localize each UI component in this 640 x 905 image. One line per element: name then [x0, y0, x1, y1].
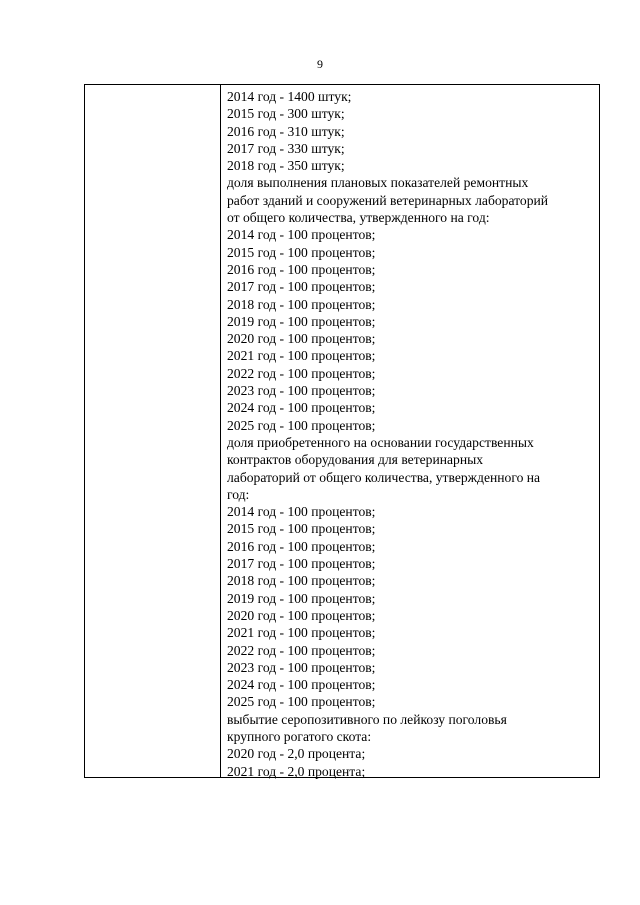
text-line: 2025 год - 100 процентов; — [227, 417, 376, 433]
text-line: год: — [227, 486, 250, 502]
table-left-cell — [85, 85, 221, 777]
text-line: 2016 год - 310 штук; — [227, 123, 345, 139]
text-line: 2024 год - 100 процентов; — [227, 677, 376, 693]
text-line: 2017 год - 100 процентов; — [227, 556, 376, 572]
page-number: 9 — [317, 57, 323, 71]
text-line: выбытие серопозитивного по лейкозу поголовья — [227, 711, 507, 727]
text-line: 2015 год - 100 процентов; — [227, 244, 376, 260]
text-line: 2018 год - 100 процентов; — [227, 573, 376, 589]
text-line: 2014 год - 100 процентов; — [227, 227, 376, 243]
text-line: 2019 год - 100 процентов; — [227, 313, 376, 329]
text-line: 2018 год - 100 процентов; — [227, 296, 376, 312]
text-line: от общего количества, утвержденного на год: — [227, 210, 490, 226]
text-line: 2021 год - 100 процентов; — [227, 625, 376, 641]
text-line: 2014 год - 100 процентов; — [227, 504, 376, 520]
text-line: доля приобретенного на основании государственных — [227, 434, 534, 450]
content-table — [84, 84, 600, 778]
text-line: лабораторий от общего количества, утвержденного на — [227, 469, 541, 485]
text-line: 2017 год - 100 процентов; — [227, 279, 376, 295]
text-line: 2015 год - 300 штук; — [227, 106, 345, 122]
text-line: 2020 год - 100 процентов; — [227, 331, 376, 347]
text-line: 2017 год - 330 штук; — [227, 140, 345, 156]
text-line: контрактов оборудования для ветеринарных — [227, 452, 484, 468]
text-line: 2023 год - 100 процентов; — [227, 383, 376, 399]
text-line: 2024 год - 100 процентов; — [227, 400, 376, 416]
text-line: доля выполнения плановых показателей ремонтных — [227, 175, 529, 191]
text-line: 2023 год - 100 процентов; — [227, 659, 376, 675]
text-line: 2021 год - 2,0 процента; — [227, 763, 366, 779]
text-line: 2018 год - 350 штук; — [227, 158, 345, 174]
table-right-cell — [227, 88, 597, 780]
text-line: 2022 год - 100 процентов; — [227, 642, 376, 658]
text-line: 2014 год - 1400 штук; — [227, 89, 352, 104]
text-line: 2025 год - 100 процентов; — [227, 694, 376, 710]
text-line: 2022 год - 100 процентов; — [227, 365, 376, 381]
text-line: 2016 год - 100 процентов; — [227, 538, 376, 554]
text-line: 2021 год - 100 процентов; — [227, 348, 376, 364]
text-line: 2020 год - 100 процентов; — [227, 607, 376, 623]
text-line: крупного рогатого скота: — [227, 728, 372, 744]
text-line: работ зданий и сооружений ветеринарных лабораторий — [227, 192, 549, 208]
text-line: 2016 год - 100 процентов; — [227, 261, 376, 277]
text-line: 2015 год - 100 процентов; — [227, 521, 376, 537]
text-line: 2019 год - 100 процентов; — [227, 590, 376, 606]
text-line: 2020 год - 2,0 процента; — [227, 746, 366, 762]
